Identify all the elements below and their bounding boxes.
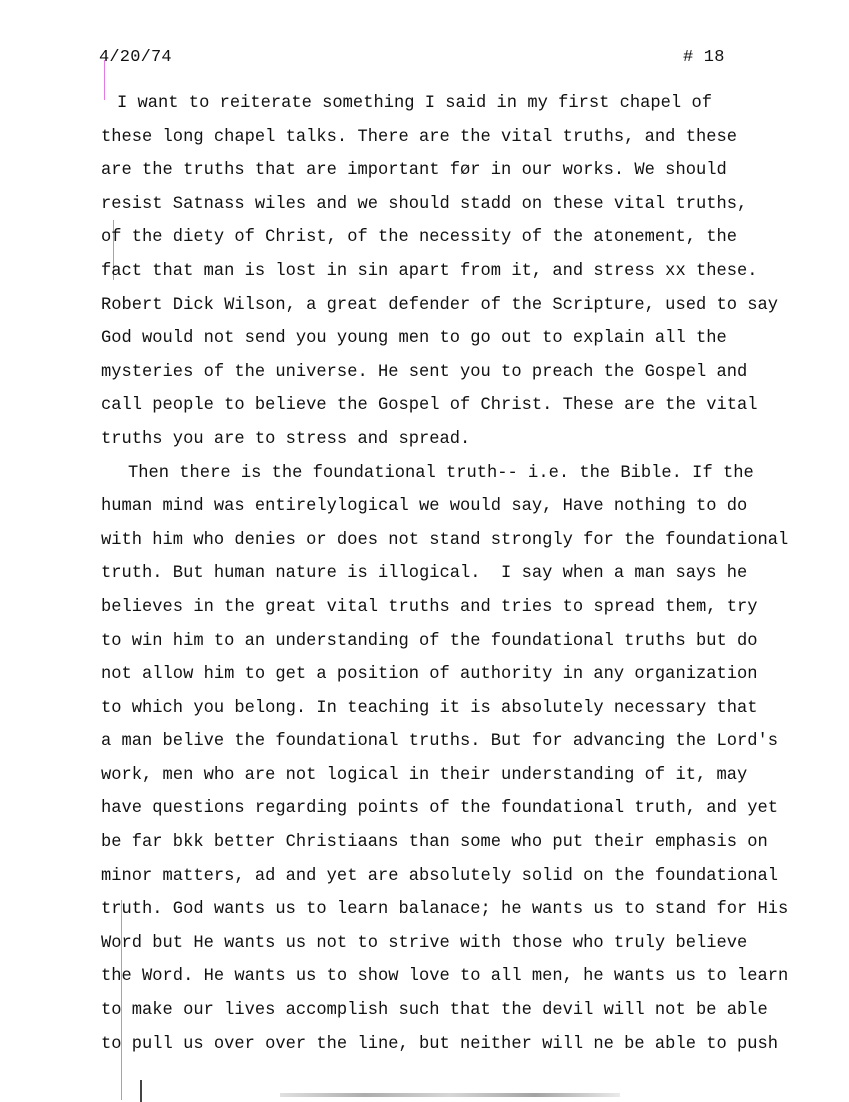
text-line: to which you belong. In teaching it is absolutely necessary that — [101, 698, 758, 718]
text-line: the Word. He wants us to show love to all men, he wants us to learn — [101, 967, 789, 987]
text-line: of the diety of Christ, of the necessity of the atonement, the — [101, 228, 737, 248]
text-line: truths you are to stress and spread. — [101, 429, 471, 449]
text-line: be far bkk better Christiaans than some who put their emphasis on — [101, 833, 768, 853]
text-line: human mind was entirelylogical we would say, Have nothing to do — [101, 497, 748, 517]
text-line: not allow him to get a position of authority in any organization — [101, 665, 758, 685]
text-line: a man belive the foundational truths. But for advancing the Lord's — [101, 732, 779, 752]
text-line: these long chapel talks. There are the vital truths, and these — [101, 127, 737, 147]
document-date: 4/20/74 — [99, 48, 172, 67]
text-line: are the truths that are important før in our works. We should — [101, 161, 727, 181]
text-line: to pull us over over the line, but neither will ne be able to push — [101, 1034, 779, 1054]
text-line: to win him to an understanding of the foundational truths but do — [101, 631, 758, 651]
text-line: Robert Dick Wilson, a great defender of the Scripture, used to say — [101, 295, 779, 315]
text-line: Then there is the foundational truth-- i.e. the Bible. If the — [128, 463, 754, 483]
document-body — [101, 87, 788, 1061]
text-line: believes in the great vital truths and tries to spread them, try — [101, 597, 758, 617]
text-line: God would not send you young men to go out to explain all the — [101, 329, 727, 349]
text-line: to make our lives accomplish such that the devil will not be able — [101, 1001, 768, 1021]
scan-smudge — [280, 1093, 620, 1097]
scan-edge-mark — [140, 1080, 142, 1102]
text-line: I want to reiterate something I said in my first chapel of — [117, 94, 712, 113]
text-line: call people to believe the Gospel of Christ. These are the vital — [101, 396, 758, 416]
text-line: with him who denies or does not stand strongly for the foundational — [101, 530, 789, 550]
page-number: # 18 — [683, 48, 725, 67]
text-line: work, men who are not logical in their understanding of it, may — [101, 765, 748, 785]
text-line: Word but He wants us not to strive with those who truly believe — [101, 933, 748, 953]
text-line: truth. God wants us to learn balanace; he wants us to stand for His — [101, 900, 789, 920]
text-line: fact that man is lost in sin apart from it, and stress xx these. — [101, 261, 758, 281]
text-line: have questions regarding points of the foundational truth, and yet — [101, 799, 779, 819]
text-line: resist Satnass wiles and we should stadd on these vital truths, — [101, 194, 748, 214]
text-line: truth. But human nature is illogical. I say when a man says he — [101, 564, 748, 584]
text-line: minor matters, ad and yet are absolutely solid on the foundational — [101, 866, 779, 886]
text-line: mysteries of the universe. He sent you to preach the Gospel and — [101, 362, 748, 382]
